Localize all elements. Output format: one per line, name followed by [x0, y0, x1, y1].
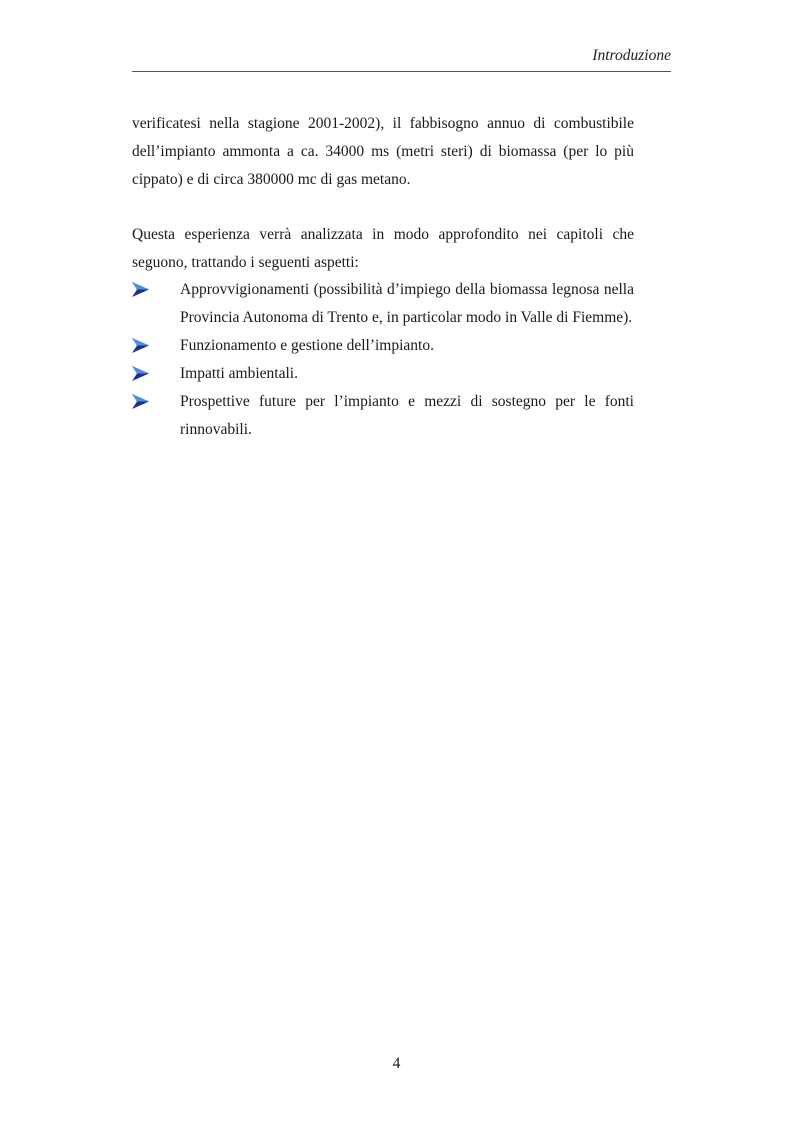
list-item-text: Funzionamento e gestione dell’impianto.: [180, 337, 434, 354]
paragraph-continuation: verificatesi nella stagione 2001-2002), il fabbisogno annuo di combustibile dell’impianto ammonta a ca. 34000 ms (metri steri) di biomassa (per lo più cippato) e di circa 380000 mc di gas metano.: [132, 115, 634, 188]
list-item-text: Impatti ambientali.: [180, 365, 298, 382]
list-item: [132, 360, 634, 388]
aspects-list: [132, 276, 634, 444]
arrow-chevron-icon: [132, 366, 149, 381]
arrow-chevron-icon: [132, 282, 149, 297]
list-item: [132, 388, 634, 444]
arrow-chevron-icon: [132, 394, 149, 409]
paragraph-intro-list: Questa esperienza verrà analizzata in modo approfondito nei capitoli che seguono, trattando i seguenti aspetti:: [132, 226, 634, 271]
header-rule: [132, 71, 671, 72]
list-item: [132, 332, 634, 360]
page-number: 4: [392, 1055, 401, 1072]
header-title: Introduzione: [592, 47, 671, 64]
list-item: [132, 276, 634, 332]
list-item-text: Approvvigionamenti (possibilità d’impiego della biomassa legnosa nella Provincia Autonoma di Trento e, in particolar modo in Valle di Fiemme).: [180, 281, 634, 326]
list-item-text: Prospettive future per l’impianto e mezzi di sostegno per le fonti rinnovabili.: [180, 393, 634, 438]
arrow-chevron-icon: [132, 338, 149, 353]
